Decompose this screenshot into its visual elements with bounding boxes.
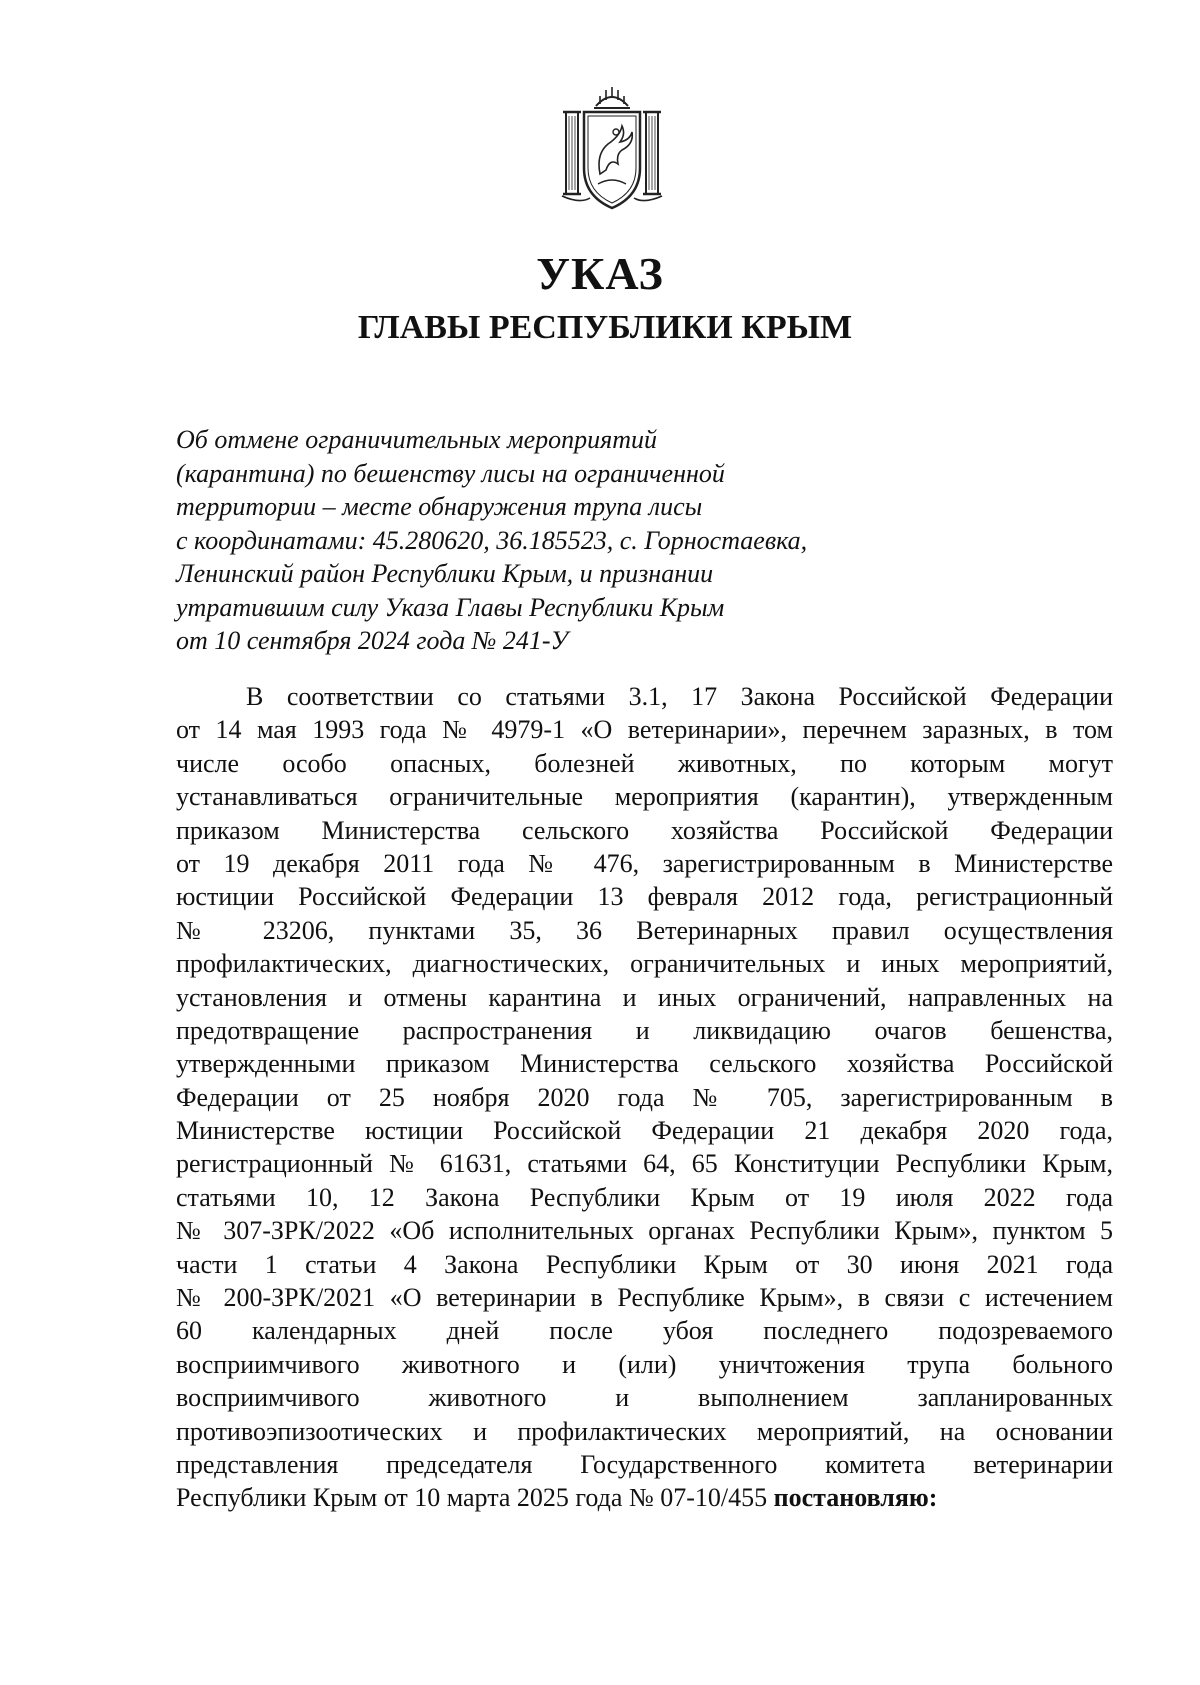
heading-line: с координатами: 45.280620, 36.185523, с. Горностаевка, <box>176 525 808 555</box>
document-title: УКАЗ <box>536 248 664 299</box>
body-line: юстиции Российской Федерации 13 февраля 2012 года, регистрационный <box>176 882 1113 912</box>
decree-resolution-word: постановляю: <box>773 1483 938 1513</box>
heading-line: территории – месте обнаружения трупа лисы <box>176 492 703 521</box>
body-line: приказом Министерства сельского хозяйства Российской Федерации <box>176 815 1113 845</box>
body-line: противоэпизоотических и профилактических мероприятий, на основании <box>176 1416 1113 1446</box>
body-line: числе особо опасных, болезней животных, по которым могут <box>176 748 1113 778</box>
body-line: Министерстве юстиции Российской Федерации 21 декабря 2020 года, <box>176 1116 1113 1146</box>
body-line: восприимчивого животного и выполнением запланированных <box>176 1383 1113 1413</box>
body-line: № 307-ЗРК/2022 «Об исполнительных органах Республики Крым», пунктом 5 <box>176 1216 1113 1246</box>
body-line: восприимчивого животного и (или) уничтожения трупа больного <box>176 1349 1113 1379</box>
heading-line: утратившим силу Указа Главы Республики Крым <box>176 592 725 622</box>
heading-line: Ленинский район Республики Крым, и признании <box>176 559 714 588</box>
body-line: 60 календарных дней после убоя последнего подозреваемого <box>176 1316 1113 1346</box>
body-line: от 19 декабря 2011 года № 476, зарегистрированным в Министерстве <box>176 848 1113 878</box>
body-line: № 23206, пунктами 35, 36 Ветеринарных правил осуществления <box>176 915 1113 945</box>
decree-heading <box>176 423 896 658</box>
body-line: установления и отмены карантина и иных ограничений, направленных на <box>176 982 1113 1012</box>
decree-body-paragraph <box>176 680 1113 1515</box>
heading-line: от 10 сентября 2024 года № 241-У <box>176 626 569 655</box>
crimea-coat-of-arms-icon <box>560 84 664 214</box>
heading-line: Об отмене ограничительных мероприятий <box>176 425 658 454</box>
body-line: устанавливаться ограничительные мероприятия (карантин), утвержденным <box>176 782 1113 812</box>
body-line: предотвращение распространения и ликвидацию очагов бешенства, <box>176 1015 1113 1045</box>
body-line: Федерации от 25 ноября 2020 года № 705, зарегистрированным в <box>176 1082 1113 1112</box>
body-line: В соответствии со статьями 3.1, 17 Закона Российской Федерации <box>246 682 1113 711</box>
body-last-line <box>176 1481 1113 1514</box>
heading-line: (карантина) по бешенству лисы на ограниченной <box>176 458 725 488</box>
document-subtitle: ГЛАВЫ РЕСПУБЛИКИ КРЫМ <box>357 309 853 346</box>
body-line: статьями 10, 12 Закона Республики Крым от 19 июля 2022 года <box>176 1182 1113 1212</box>
body-line: профилактических, диагностических, ограничительных и иных мероприятий, <box>176 949 1113 979</box>
body-line: регистрационный № 61631, статьями 64, 65 Конституции Республики Крым, <box>176 1149 1113 1179</box>
body-last-line-text: Республики Крым от 10 марта 2025 года № 07-10/455 <box>176 1483 768 1513</box>
body-line: представления председателя Государственного комитета ветеринарии <box>176 1449 1113 1479</box>
body-line: от 14 мая 1993 года № 4979-1 «О ветеринарии», перечнем заразных, в том <box>176 715 1113 745</box>
body-line: утвержденными приказом Министерства сельского хозяйства Российской <box>176 1049 1113 1079</box>
body-line: № 200-ЗРК/2021 «О ветеринарии в Республике Крым», в связи с истечением <box>176 1283 1113 1313</box>
body-line: части 1 статьи 4 Закона Республики Крым от 30 июня 2021 года <box>176 1249 1113 1279</box>
